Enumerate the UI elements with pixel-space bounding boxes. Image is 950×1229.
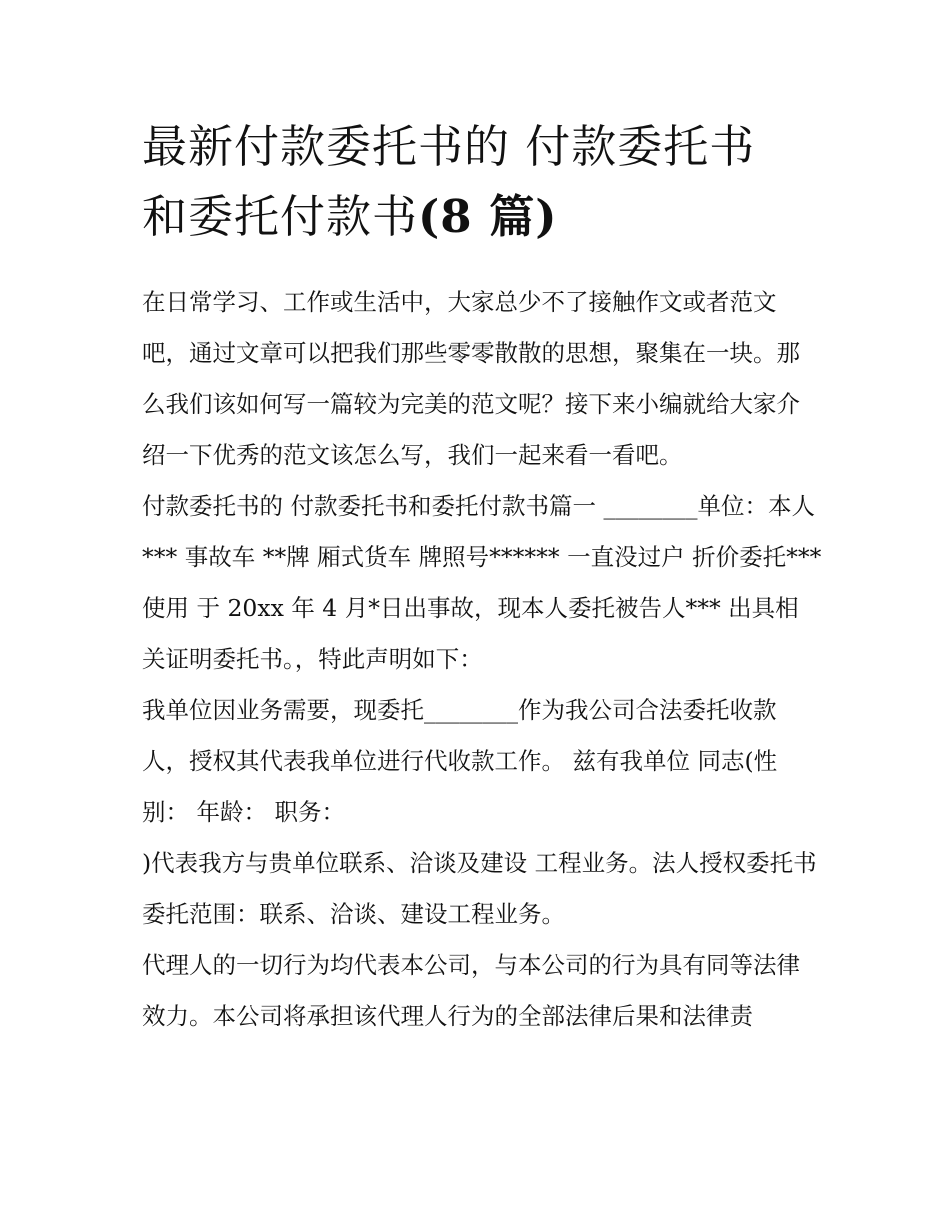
title-line-2-suffix: (8 篇) <box>418 190 558 243</box>
document-body <box>142 277 822 1042</box>
title-line-2-prefix: 和委托付款书 <box>142 190 419 243</box>
paragraph-entrust: 我单位因业务需要，现委托________作为我公司合法委托收款人，授权其代表我单位进行代收款工作。 兹有我单位 同志(性别： 年龄： 职务： <box>142 696 778 826</box>
paragraph-intro: 在日常学习、工作或生活中，大家总少不了接触作文或者范文吧，通过文章可以把我们那些零零散散的思想，聚集在一块。那么我们该如何写一篇较为完美的范文呢？接下来小编就给大家介绍一下优秀的范文该怎么写，我们一起来看一看吧。 <box>142 288 800 469</box>
paragraph-liability: 代理人的一切行为均代表本公司，与本公司的行为具有同等法律效力。本公司将承担该代理人行为的全部法律后果和法律责 <box>142 951 800 1030</box>
paragraph-heading-article-1: 付款委托书的 付款委托书和委托付款书篇一 ________单位：本人*** 事故车 **牌 厢式货车 牌照号****** 一直没过户 折价委托*** <box>142 492 822 571</box>
paragraph-scope: )代表我方与贵单位联系、洽谈及建设 工程业务。法人授权委托书委托范围：联系、洽谈、建设工程业务。 <box>142 849 817 928</box>
paragraph-accident: 使用 于 20xx 年 4 月*日出事故，现本人委托被告人*** 出具相关证明委托书。，特此声明如下： <box>142 594 799 673</box>
document-title <box>142 112 822 252</box>
title-line-1: 最新付款委托书的 付款委托书 <box>142 120 756 173</box>
